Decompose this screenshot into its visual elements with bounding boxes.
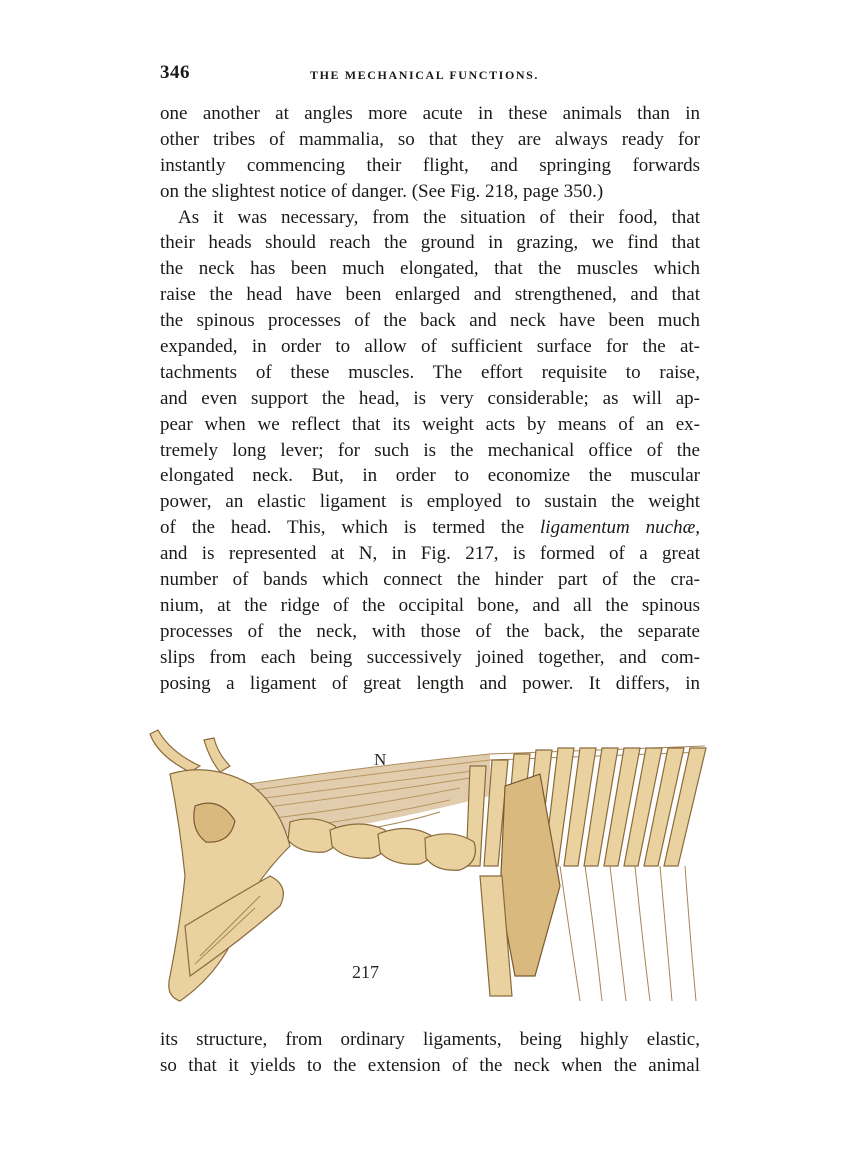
text-line: their heads should reach the ground in grazing, we find that — [160, 232, 700, 254]
figure-number: 217 — [352, 962, 379, 982]
text-line: tachments of these muscles. The effort requisite to raise, — [160, 361, 700, 383]
page-header — [160, 62, 700, 86]
page-number: 346 — [160, 62, 190, 83]
text-line: other tribes of mammalia, so that they are always ready for — [160, 128, 700, 150]
text-line: processes of the neck, with those of the back, the separate — [160, 620, 700, 642]
text-line: and even support the head, is very considerable; as will ap- — [160, 387, 700, 409]
text-line: raise the head have been enlarged and strengthened, and that — [160, 284, 700, 306]
text-line: number of bands which connect the hinder part of the cra- — [160, 569, 700, 591]
text-line: one another at angles more acute in these animals than in — [160, 103, 700, 124]
text-line: expanded, in order to allow of sufficient surface for the at- — [160, 336, 700, 358]
latin-term: ligamentum nuchæ, — [540, 517, 700, 539]
running-head: THE MECHANICAL FUNCTIONS. — [310, 68, 540, 82]
text-line: on the slightest notice of danger. (See Fig. 218, page 350.) — [160, 180, 604, 202]
text-line: so that it yields to the extension of the neck when the animal — [160, 1054, 700, 1076]
text-line: power, an elastic ligament is employed to sustain the weight — [160, 491, 700, 513]
text-span: of the head. This, which is termed the — [160, 517, 525, 539]
figure-label-n: N — [374, 750, 387, 769]
text-line: nium, at the ridge of the occipital bone, and all the spinous — [160, 594, 700, 616]
text-line: As it was necessary, from the situation of their food, that — [178, 206, 700, 228]
text-line: the neck has been much elongated, that the muscles which — [160, 258, 700, 280]
text-line: slips from each being successively joined together, and com- — [160, 646, 700, 668]
text-line: tremely long lever; for such is the mechanical office of the — [160, 439, 700, 461]
skeleton-figure — [140, 726, 710, 1008]
text-line: elongated neck. But, in order to economize the muscular — [160, 465, 700, 487]
skeleton-illustration — [140, 726, 710, 1008]
text-line: the spinous processes of the back and neck have been much — [160, 310, 700, 332]
text-line: pear when we reflect that its weight acts by means of an ex- — [160, 413, 700, 435]
text-line: and is represented at N, in Fig. 217, is formed of a great — [160, 543, 700, 565]
body-text-bottom — [160, 1027, 700, 1079]
text-line — [160, 515, 700, 541]
body-text-top — [160, 101, 700, 696]
text-line: posing a ligament of great length and power. It differs, in — [160, 672, 700, 694]
text-line: instantly commencing their flight, and springing forwards — [160, 154, 700, 176]
text-line: its structure, from ordinary ligaments, being highly elastic, — [160, 1029, 700, 1050]
